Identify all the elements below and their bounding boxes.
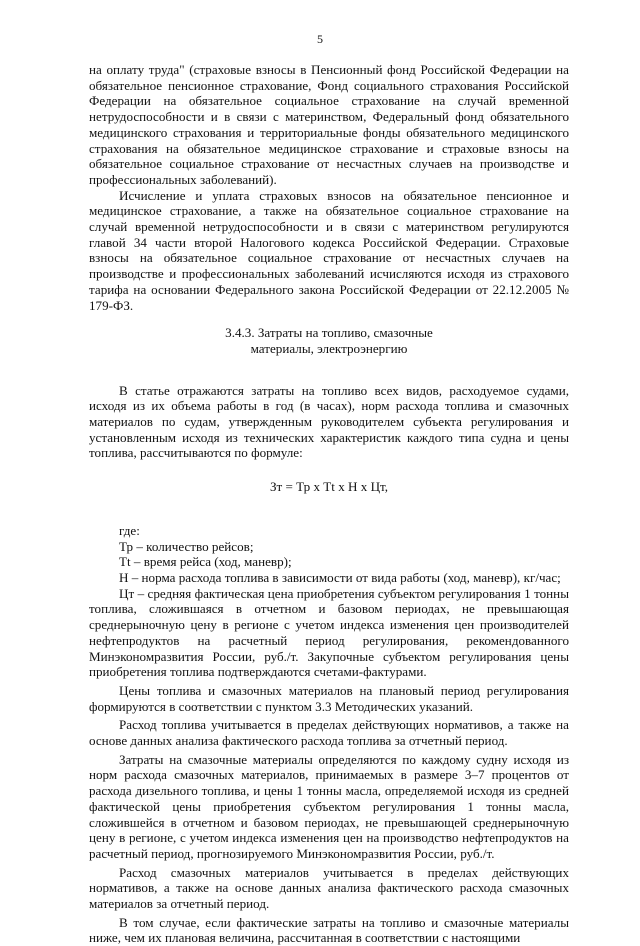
page-body (89, 62, 569, 946)
definition-trip-time: Тt – время рейса (ход, маневр); (119, 554, 292, 570)
paragraph-lube-cost: Затраты на смазочные материалы определяются по каждому судну исходя из норм расхода смазочных материалов, принимаемых в размере 3–7 процентов от расхода дизельного топлива, и цены 1 тонны масла, определяемой исходя из средней фактической цены приобретения субъектом регулирования 1 тонны масла, сложившейся в отчетном и базовом периодах, не превышающей среднерыночную цену в регионе, с учетом индекса изменения цен на производство нефтепродуктов на расчетный период, прогнозируемого Минэкономразвития России, руб./т. (89, 751, 569, 861)
paragraph-prices: Цены топлива и смазочных материалов на плановый период регулирования формируются в соответствии с пунктом 3.3 Методических указаний. (89, 682, 569, 714)
paragraph-intro: В статье отражаются затраты на топливо всех видов, расходуемое судами, исходя из их объема работы в год (в часах), норм расхода топлива и смазочных материалов по судам, утвержденным руководителем субъекта регулирования и установленным исходя из технических характеристик каждого типа судна и цены топлива, рассчитываются по формуле: (89, 382, 569, 461)
paragraph-insurance: Исчисление и уплата страховых взносов на обязательное пенсионное и медицинское страхование, а также на обязательное социальное страхование на случай временной нетрудоспособности и в связи с материнством регулируются главой 34 части второй Налогового кодекса Российской Федерации. Страховые взносы на обязательное социальное страхование от несчастных случаев на производстве и профессиональных заболеваний исчисляются исходя из страхового тарифа на основании Федерального закона Российской Федерации от 22.12.2005 № 179-ФЗ. (89, 187, 569, 313)
definition-fuel-price: Цт – средняя фактическая цена приобретения субъектом регулирования 1 тонны топлива, сложившаяся в отчетном и базовом периодах, не превышающая среднерыночную цену в регионе с учетом индекса изменения цен производителей нефтепродуктов на расчетный период регулирования, рекомендованного Минэкономразвития России, руб./т. Закупочные субъектом регулирования цены приобретения топлива подтверждаются счетами-фактурами. (89, 585, 569, 680)
where-label: где: (119, 522, 140, 538)
paragraph-lube-rate: Расход смазочных материалов учитывается в пределах действующих нормативов, а также на основе данных анализа фактического расхода смазочных материалов за отчетный период. (89, 864, 569, 912)
paragraph-fuel-rate: Расход топлива учитывается в пределах действующих нормативов, а также на основе данных анализа фактического расхода топлива за отчетный период. (89, 717, 569, 749)
definition-fuel-norm: Н – норма расхода топлива в зависимости от вида работы (ход, маневр), кг/час; (119, 569, 561, 585)
paragraph-continued: на оплату труда" (страховые взносы в Пенсионный фонд Российской Федерации на обязательное пенсионное страхование, Фонд социального страхования Российской Федерации на обязательное социальное страхование на случай временной нетрудоспособности и в связи с материнством, Федеральный фонд обязательного медицинского страхования и территориальные фонды обязательного медицинского страхования на обязательное медицинское страхование и страховые взносы на обязательное социальное страхование от несчастных случаев на производстве и профессиональных заболеваний). (89, 62, 569, 187)
fuel-formula: Зт = Тр х Тt х Н х Цт, (269, 479, 389, 495)
definition-trips: Тр – количество рейсов; (119, 538, 254, 554)
paragraph-last: В том случае, если фактические затраты на топливо и смазочные материалы ниже, чем их плановая величина, рассчитанная в соответствии с настоящими (89, 914, 569, 946)
section-heading-line1: 3.4.3. Затраты на топливо, смазочные (225, 325, 433, 341)
section-heading (89, 325, 569, 356)
page-number: 5 (317, 32, 323, 46)
section-heading-line2: материалы, электроэнергию (250, 340, 408, 356)
